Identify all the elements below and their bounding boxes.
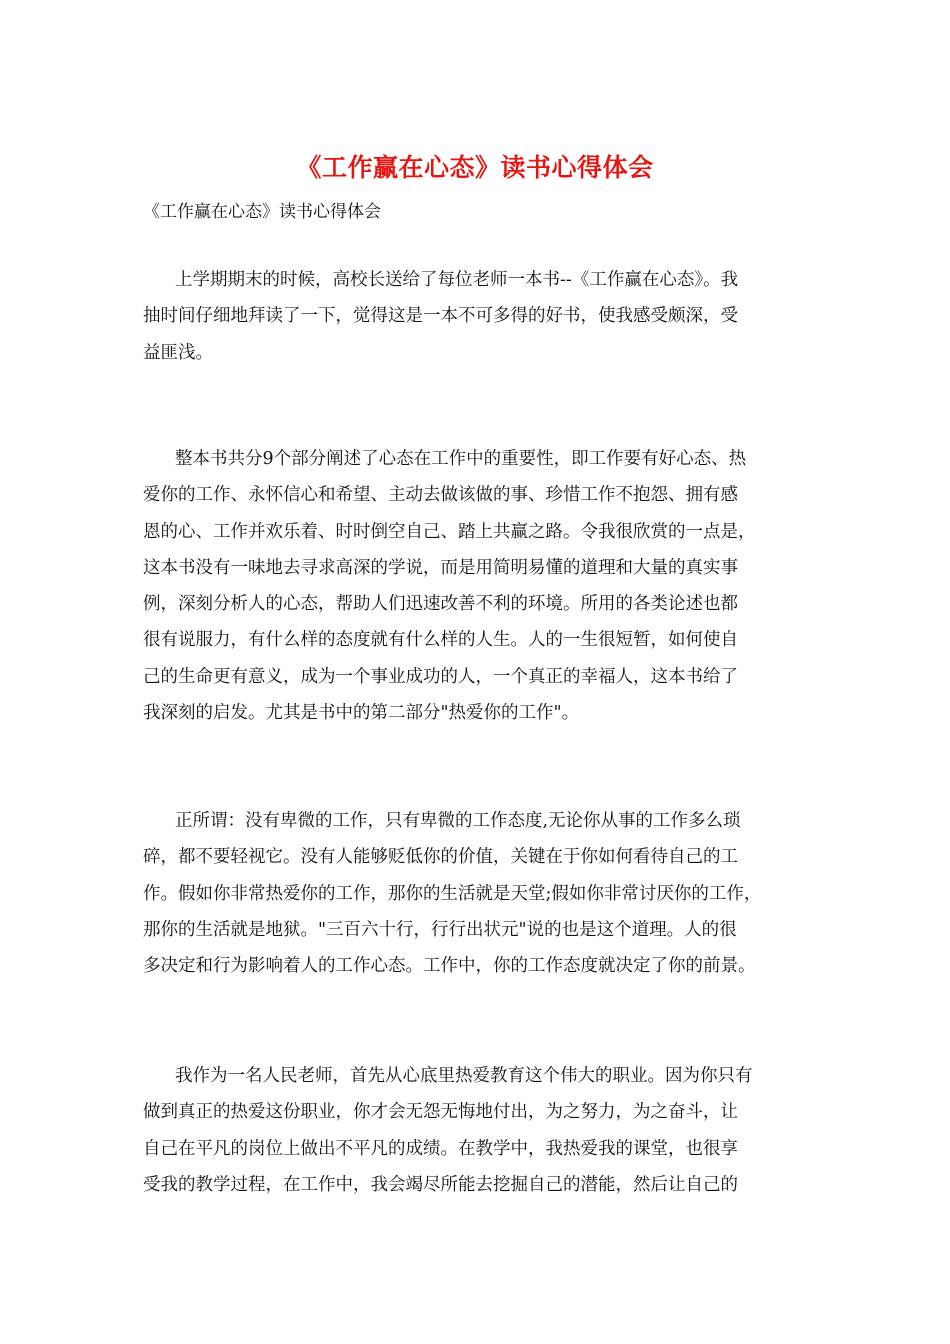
document-subtitle: 《工作赢在心态》读书心得体会 — [143, 202, 381, 222]
paragraph-line: 做到真正的热爱这份职业，你才会无怨无悔地付出，为之努力，为之奋斗，让 — [143, 1102, 738, 1123]
paragraph-line: 己的生命更有意义，成为一个事业成功的人，一个真正的幸福人，这本书给了 — [143, 666, 738, 687]
paragraph-line: 碎，都不要轻视它。没有人能够贬低你的价值，关键在于你如何看待自己的工 — [143, 847, 738, 868]
paragraph-line: 例，深刻分析人的心态，帮助人们迅速改善不利的环境。所用的各类论述也都 — [143, 594, 738, 615]
paragraph-1 — [143, 262, 823, 371]
paragraph-2 — [143, 441, 823, 731]
paragraph-line: 作。假如你非常热爱你的工作，那你的生活就是天堂;假如你非常讨厌你的工作， — [143, 883, 762, 904]
paragraph-line: 爱你的工作、永怀信心和希望、主动去做该做的事、珍惜工作不抱怨、拥有感 — [143, 485, 738, 506]
paragraph-line: 益匪浅。 — [143, 342, 213, 363]
paragraph-line: 很有说服力，有什么样的态度就有什么样的人生。人的一生很短暂，如何使自 — [143, 630, 738, 651]
paragraph-line: 抽时间仔细地拜读了一下，觉得这是一本不可多得的好书，使我感受颇深，受 — [143, 306, 738, 327]
paragraph-line: 正所谓：没有卑微的工作，只有卑微的工作态度,无论你从事的工作多么琐 — [175, 811, 741, 831]
document-title: 《工作赢在心态》读书心得体会 — [296, 153, 654, 182]
paragraph-line: 受我的教学过程，在工作中，我会竭尽所能去挖掘自己的潜能，然后让自己的 — [143, 1174, 738, 1195]
paragraph-line: 我作为一名人民老师，首先从心底里热爱教育这个伟大的职业。因为你只有 — [175, 1066, 753, 1086]
paragraph-line: 那你的生活就是地狱。"三百六十行，行行出状元"说的也是这个道理。人的很 — [143, 919, 737, 940]
paragraph-3 — [143, 803, 823, 984]
paragraph-line: 恩的心、工作并欢乐着、时时倒空自己、踏上共赢之路。令我很欣赏的一点是， — [143, 521, 756, 542]
paragraph-line: 自己在平凡的岗位上做出不平凡的成绩。在教学中，我热爱我的课堂，也很享 — [143, 1138, 738, 1159]
paragraph-line: 整本书共分9个部分阐述了心态在工作中的重要性，即工作要有好心态、热 — [175, 449, 747, 469]
paragraph-4 — [143, 1058, 823, 1203]
paragraph-line: 上学期期末的时候，高校长送给了每位老师一本书--《工作赢在心态》。我 — [175, 270, 739, 290]
paragraph-line: 这本书没有一味地去寻求高深的学说，而是用简明易懂的道理和大量的真实事 — [143, 557, 738, 578]
paragraph-line: 我深刻的启发。尤其是书中的第二部分"热爱你的工作"。 — [143, 703, 580, 724]
paragraph-line: 多决定和行为影响着人的工作心态。工作中，你的工作态度就决定了你的前景。 — [143, 956, 756, 977]
